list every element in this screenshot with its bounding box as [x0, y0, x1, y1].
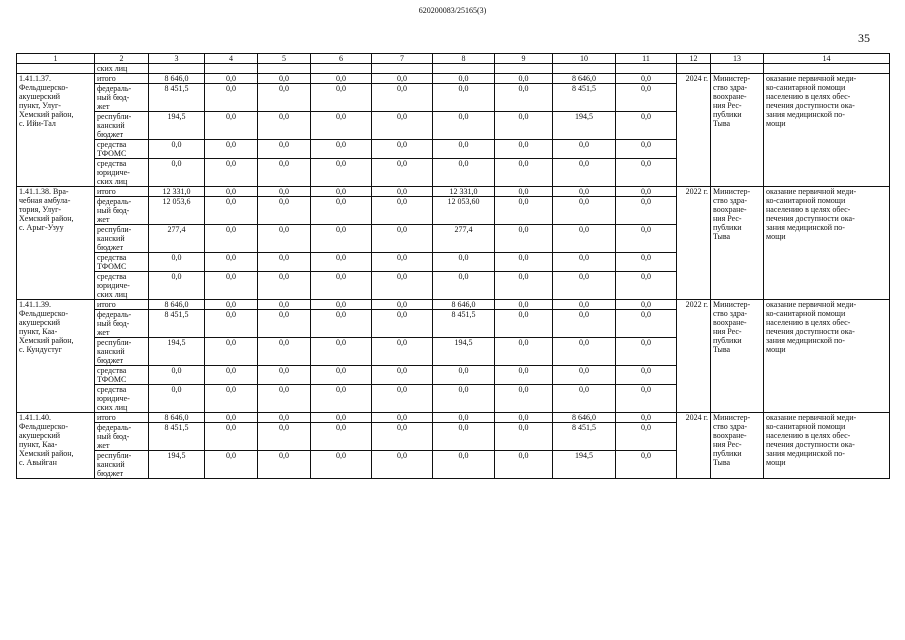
amount-cell: 0,0 — [495, 225, 553, 253]
amount-cell: 0,0 — [311, 385, 372, 413]
amount-cell: 277,4 — [433, 225, 495, 253]
empty-cell — [711, 64, 764, 74]
amount-cell: 0,0 — [495, 451, 553, 479]
empty-cell — [553, 64, 616, 74]
amount-cell: 8 451,5 — [149, 84, 205, 112]
amount-cell: 0,0 — [372, 366, 433, 385]
amount-cell: 0,0 — [205, 187, 258, 197]
table-row — [17, 187, 890, 197]
object-name: 1.41.1.39. Фельдшерско- акушерский пункт, Каа- Хемский район, с. Кундустуг — [17, 300, 95, 413]
amount-cell: 0,0 — [372, 272, 433, 300]
expected-result: оказание первичной меди- ко-санитарной помощи населению в целях обес- печения доступности ока- зания медицинской по- мощи — [764, 187, 890, 300]
amount-cell: 277,4 — [149, 225, 205, 253]
amount-cell: 8 646,0 — [149, 74, 205, 84]
column-header: 4 — [205, 54, 258, 64]
amount-cell: 0,0 — [311, 74, 372, 84]
amount-cell: 0,0 — [372, 253, 433, 272]
amount-cell: 0,0 — [311, 159, 372, 187]
amount-cell: 0,0 — [553, 338, 616, 366]
funding-source: федераль- ный бюд- жет — [95, 197, 149, 225]
amount-cell: 194,5 — [149, 112, 205, 140]
amount-cell: 0,0 — [433, 74, 495, 84]
funding-source: республи- канский бюджет — [95, 338, 149, 366]
amount-cell: 0,0 — [372, 74, 433, 84]
amount-cell: 0,0 — [258, 385, 311, 413]
amount-cell: 0,0 — [616, 385, 677, 413]
amount-cell: 0,0 — [616, 310, 677, 338]
amount-cell: 0,0 — [495, 197, 553, 225]
amount-cell: 0,0 — [372, 413, 433, 423]
amount-cell: 0,0 — [616, 84, 677, 112]
amount-cell: 0,0 — [258, 310, 311, 338]
empty-cell — [372, 64, 433, 74]
funding-source: итого — [95, 187, 149, 197]
funding-source: федераль- ный бюд- жет — [95, 423, 149, 451]
empty-cell — [149, 64, 205, 74]
amount-cell: 0,0 — [205, 423, 258, 451]
amount-cell: 0,0 — [205, 112, 258, 140]
empty-cell — [764, 64, 890, 74]
empty-cell — [17, 64, 95, 74]
amount-cell: 0,0 — [258, 300, 311, 310]
amount-cell: 194,5 — [149, 451, 205, 479]
carryover-row — [17, 64, 890, 74]
amount-cell: 0,0 — [553, 300, 616, 310]
amount-cell: 0,0 — [495, 310, 553, 338]
amount-cell: 0,0 — [205, 385, 258, 413]
funding-source: республи- канский бюджет — [95, 451, 149, 479]
amount-cell: 0,0 — [311, 187, 372, 197]
funding-source: средства юридиче- ских лиц — [95, 385, 149, 413]
column-header: 11 — [616, 54, 677, 64]
amount-cell: 0,0 — [495, 74, 553, 84]
amount-cell: 0,0 — [433, 140, 495, 159]
amount-cell: 0,0 — [205, 310, 258, 338]
amount-cell: 0,0 — [372, 423, 433, 451]
amount-cell: 0,0 — [616, 159, 677, 187]
expected-result: оказание первичной меди- ко-санитарной помощи населению в целях обес- печения доступности ока- зания медицинской по- мощи — [764, 300, 890, 413]
carryover-source: ских лиц — [95, 64, 149, 74]
column-header: 14 — [764, 54, 890, 64]
amount-cell: 0,0 — [311, 451, 372, 479]
amount-cell: 194,5 — [553, 112, 616, 140]
program-table — [16, 53, 890, 479]
empty-cell — [677, 64, 711, 74]
amount-cell: 0,0 — [495, 112, 553, 140]
column-header: 2 — [95, 54, 149, 64]
amount-cell: 0,0 — [616, 187, 677, 197]
amount-cell: 0,0 — [495, 385, 553, 413]
amount-cell: 0,0 — [433, 451, 495, 479]
column-header: 7 — [372, 54, 433, 64]
empty-cell — [495, 64, 553, 74]
amount-cell: 0,0 — [372, 300, 433, 310]
column-header: 13 — [711, 54, 764, 64]
amount-cell: 0,0 — [433, 272, 495, 300]
amount-cell: 0,0 — [149, 159, 205, 187]
empty-cell — [433, 64, 495, 74]
table-row — [17, 413, 890, 423]
funding-source: республи- канский бюджет — [95, 225, 149, 253]
executor: Министер- ство здра- воохране- ния Рес- публики Тыва — [711, 74, 764, 187]
funding-source: итого — [95, 413, 149, 423]
amount-cell: 0,0 — [616, 300, 677, 310]
funding-source: средства юридиче- ских лиц — [95, 159, 149, 187]
amount-cell: 0,0 — [258, 413, 311, 423]
amount-cell: 12 053,6 — [149, 197, 205, 225]
amount-cell: 0,0 — [205, 451, 258, 479]
amount-cell: 0,0 — [616, 413, 677, 423]
amount-cell: 0,0 — [311, 112, 372, 140]
amount-cell: 0,0 — [616, 112, 677, 140]
amount-cell: 0,0 — [372, 84, 433, 112]
amount-cell: 0,0 — [553, 253, 616, 272]
implementation-year: 2022 г. — [677, 300, 711, 413]
amount-cell: 0,0 — [495, 413, 553, 423]
amount-cell: 0,0 — [495, 366, 553, 385]
funding-source: республи- канский бюджет — [95, 112, 149, 140]
amount-cell: 0,0 — [258, 366, 311, 385]
amount-cell: 0,0 — [616, 366, 677, 385]
amount-cell: 0,0 — [311, 140, 372, 159]
column-header: 8 — [433, 54, 495, 64]
object-name: 1.41.1.38. Вра- чебная амбула- тория, Улуг- Хемский район, с. Арыг-Узуу — [17, 187, 95, 300]
amount-cell: 0,0 — [616, 451, 677, 479]
column-header: 9 — [495, 54, 553, 64]
amount-cell: 0,0 — [372, 310, 433, 338]
table-row — [17, 74, 890, 84]
funding-source: федераль- ный бюд- жет — [95, 84, 149, 112]
amount-cell: 0,0 — [433, 112, 495, 140]
amount-cell: 0,0 — [205, 272, 258, 300]
amount-cell: 0,0 — [433, 413, 495, 423]
amount-cell: 0,0 — [553, 310, 616, 338]
expected-result: оказание первичной меди- ко-санитарной помощи населению в целях обес- печения доступности ока- зания медицинской по- мощи — [764, 413, 890, 479]
amount-cell: 0,0 — [311, 423, 372, 451]
amount-cell: 0,0 — [495, 159, 553, 187]
empty-cell — [205, 64, 258, 74]
amount-cell: 12 331,0 — [433, 187, 495, 197]
amount-cell: 0,0 — [258, 253, 311, 272]
column-header: 12 — [677, 54, 711, 64]
amount-cell: 0,0 — [311, 225, 372, 253]
amount-cell: 0,0 — [258, 74, 311, 84]
implementation-year: 2024 г. — [677, 74, 711, 187]
expected-result: оказание первичной меди- ко-санитарной помощи населению в целях обес- печения доступности ока- зания медицинской по- мощи — [764, 74, 890, 187]
amount-cell: 0,0 — [372, 112, 433, 140]
amount-cell: 0,0 — [258, 159, 311, 187]
amount-cell: 0,0 — [311, 84, 372, 112]
amount-cell: 194,5 — [553, 451, 616, 479]
amount-cell: 0,0 — [258, 112, 311, 140]
implementation-year: 2022 г. — [677, 187, 711, 300]
amount-cell: 0,0 — [616, 74, 677, 84]
amount-cell: 8 646,0 — [553, 413, 616, 423]
amount-cell: 0,0 — [311, 253, 372, 272]
amount-cell: 0,0 — [553, 225, 616, 253]
empty-cell — [311, 64, 372, 74]
amount-cell: 0,0 — [495, 140, 553, 159]
amount-cell: 0,0 — [616, 272, 677, 300]
amount-cell: 0,0 — [553, 140, 616, 159]
amount-cell: 0,0 — [553, 385, 616, 413]
amount-cell: 0,0 — [433, 159, 495, 187]
amount-cell: 0,0 — [616, 253, 677, 272]
amount-cell: 0,0 — [433, 366, 495, 385]
amount-cell: 0,0 — [258, 140, 311, 159]
amount-cell: 0,0 — [553, 187, 616, 197]
funding-source: средства юридиче- ских лиц — [95, 272, 149, 300]
amount-cell: 0,0 — [149, 385, 205, 413]
amount-cell: 0,0 — [205, 74, 258, 84]
document-id: 620200083/25165(3) — [418, 6, 487, 15]
amount-cell: 0,0 — [205, 338, 258, 366]
executor: Министер- ство здра- воохране- ния Рес- публики Тыва — [711, 413, 764, 479]
amount-cell: 0,0 — [616, 197, 677, 225]
empty-cell — [258, 64, 311, 74]
amount-cell: 0,0 — [258, 225, 311, 253]
amount-cell: 0,0 — [258, 84, 311, 112]
amount-cell: 8 451,5 — [433, 310, 495, 338]
table-row — [17, 300, 890, 310]
amount-cell: 194,5 — [433, 338, 495, 366]
amount-cell: 0,0 — [149, 272, 205, 300]
amount-cell: 0,0 — [495, 253, 553, 272]
amount-cell: 8 646,0 — [149, 413, 205, 423]
amount-cell: 0,0 — [553, 159, 616, 187]
amount-cell: 0,0 — [553, 197, 616, 225]
amount-cell: 0,0 — [205, 300, 258, 310]
amount-cell: 0,0 — [205, 159, 258, 187]
amount-cell: 0,0 — [372, 159, 433, 187]
amount-cell: 0,0 — [311, 413, 372, 423]
amount-cell: 0,0 — [311, 366, 372, 385]
amount-cell: 0,0 — [616, 140, 677, 159]
executor: Министер- ство здра- воохране- ния Рес- публики Тыва — [711, 300, 764, 413]
amount-cell: 0,0 — [372, 385, 433, 413]
amount-cell: 0,0 — [616, 423, 677, 451]
amount-cell: 0,0 — [311, 197, 372, 225]
amount-cell: 8 646,0 — [433, 300, 495, 310]
amount-cell: 0,0 — [495, 423, 553, 451]
amount-cell: 0,0 — [433, 423, 495, 451]
amount-cell: 0,0 — [205, 366, 258, 385]
amount-cell: 0,0 — [433, 84, 495, 112]
amount-cell: 8 646,0 — [149, 300, 205, 310]
amount-cell: 0,0 — [311, 310, 372, 338]
amount-cell: 0,0 — [495, 300, 553, 310]
amount-cell: 0,0 — [205, 225, 258, 253]
amount-cell: 8 646,0 — [553, 74, 616, 84]
amount-cell: 0,0 — [433, 253, 495, 272]
executor: Министер- ство здра- воохране- ния Рес- публики Тыва — [711, 187, 764, 300]
amount-cell: 0,0 — [372, 451, 433, 479]
amount-cell: 0,0 — [149, 140, 205, 159]
amount-cell: 194,5 — [149, 338, 205, 366]
amount-cell: 0,0 — [205, 253, 258, 272]
object-name: 1.41.1.37. Фельдшерско- акушерский пункт, Улуг- Хемский район, с. Ийи-Тал — [17, 74, 95, 187]
column-header: 10 — [553, 54, 616, 64]
amount-cell: 0,0 — [258, 451, 311, 479]
column-header: 3 — [149, 54, 205, 64]
table-body — [17, 54, 890, 479]
amount-cell: 0,0 — [205, 84, 258, 112]
amount-cell: 0,0 — [258, 338, 311, 366]
amount-cell: 0,0 — [205, 197, 258, 225]
column-header: 6 — [311, 54, 372, 64]
amount-cell: 12 331,0 — [149, 187, 205, 197]
column-header: 1 — [17, 54, 95, 64]
amount-cell: 8 451,5 — [553, 423, 616, 451]
amount-cell: 0,0 — [616, 225, 677, 253]
amount-cell: 8 451,5 — [149, 423, 205, 451]
page-number: 35 — [858, 31, 870, 45]
amount-cell: 0,0 — [372, 197, 433, 225]
amount-cell: 0,0 — [553, 366, 616, 385]
amount-cell: 0,0 — [311, 300, 372, 310]
amount-cell: 0,0 — [553, 272, 616, 300]
funding-source: федераль- ный бюд- жет — [95, 310, 149, 338]
amount-cell: 0,0 — [149, 253, 205, 272]
amount-cell: 0,0 — [616, 338, 677, 366]
column-header-row — [17, 54, 890, 64]
amount-cell: 0,0 — [205, 413, 258, 423]
amount-cell: 0,0 — [258, 423, 311, 451]
funding-source: средства ТФОМС — [95, 253, 149, 272]
amount-cell: 8 451,5 — [553, 84, 616, 112]
amount-cell: 0,0 — [495, 272, 553, 300]
funding-source: средства ТФОМС — [95, 140, 149, 159]
amount-cell: 0,0 — [311, 272, 372, 300]
amount-cell: 0,0 — [495, 84, 553, 112]
amount-cell: 0,0 — [372, 140, 433, 159]
amount-cell: 0,0 — [258, 272, 311, 300]
amount-cell: 0,0 — [258, 187, 311, 197]
object-name: 1.41.1.40. Фельдшерско- акушерский пункт, Каа- Хемский район, с. Авыйган — [17, 413, 95, 479]
amount-cell: 0,0 — [205, 140, 258, 159]
column-header: 5 — [258, 54, 311, 64]
amount-cell: 0,0 — [495, 187, 553, 197]
empty-cell — [616, 64, 677, 74]
amount-cell: 0,0 — [433, 385, 495, 413]
amount-cell: 0,0 — [495, 338, 553, 366]
funding-source: итого — [95, 74, 149, 84]
funding-source: средства ТФОМС — [95, 366, 149, 385]
amount-cell: 8 451,5 — [149, 310, 205, 338]
implementation-year: 2024 г. — [677, 413, 711, 479]
amount-cell: 0,0 — [372, 338, 433, 366]
amount-cell: 0,0 — [372, 187, 433, 197]
amount-cell: 0,0 — [372, 225, 433, 253]
amount-cell: 0,0 — [311, 338, 372, 366]
amount-cell: 0,0 — [149, 366, 205, 385]
amount-cell: 12 053,60 — [433, 197, 495, 225]
funding-source: итого — [95, 300, 149, 310]
amount-cell: 0,0 — [258, 197, 311, 225]
